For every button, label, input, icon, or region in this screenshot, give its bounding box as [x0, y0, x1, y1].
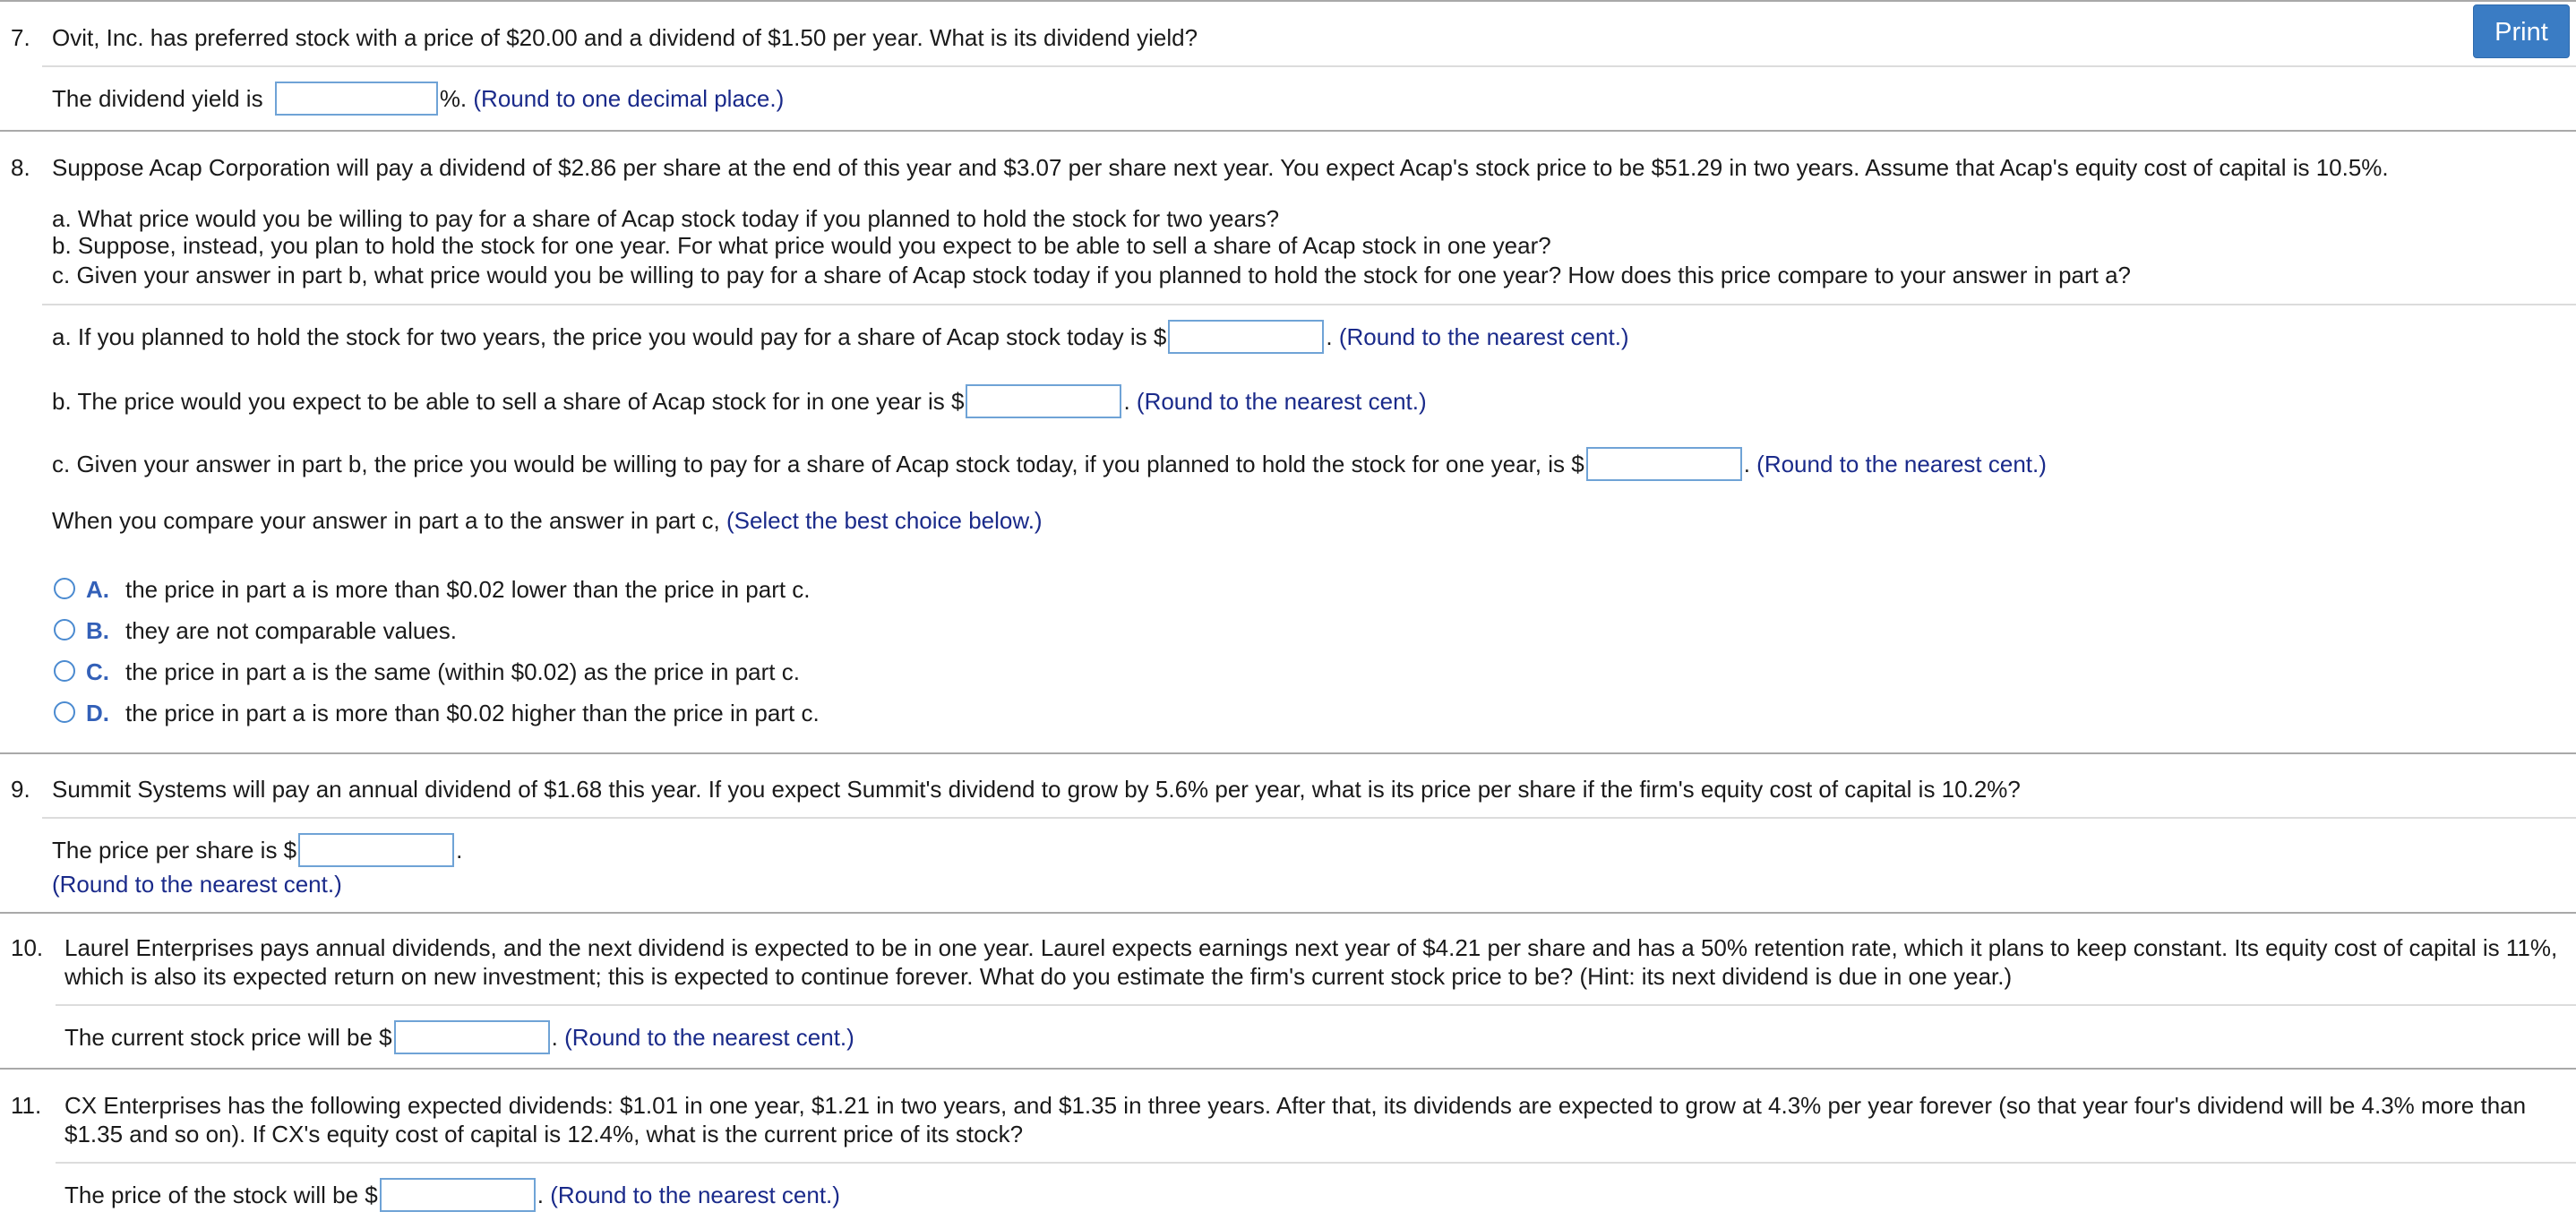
- q7-answer-prefix: The dividend yield is: [52, 84, 263, 112]
- q8-question: Suppose Acap Corporation will pay a dividend of $2.86 per share at the end of this year and $3.07 per share next year. You expect Acap's stock price to be $51.29 in two years. Assume that Acap's equity cost of capital is 10.5%.: [52, 154, 2389, 181]
- radio-button[interactable]: [54, 578, 75, 599]
- q8-answer-b-row: b. The price would you expect to be able to sell a share of Acap stock for in one year is $ . (Round to the nearest cent.): [52, 386, 1427, 420]
- q11-price-input[interactable]: [380, 1178, 536, 1212]
- q7-q8-divider: [0, 130, 2576, 132]
- q7-hint: (Round to one decimal place.): [473, 84, 785, 112]
- choice-letter: B.: [86, 617, 109, 644]
- choice-text: the price in part a is the same (within $0.02) as the price in part c.: [125, 658, 800, 685]
- q8-answer-c-row: c. Given your answer in part b, the price you would be willing to pay for a share of Acap stock today, if you planned to hold the stock for one year, is $ . (Round to the nearest cent.): [52, 449, 2047, 483]
- q11-question-line2: $1.35 and so on). If CX's equity cost of capital is 12.4%, what is the current price of its stock?: [64, 1121, 1024, 1147]
- q11-divider: [56, 1162, 2576, 1164]
- q8-divider: [42, 304, 2576, 305]
- q8-answer-a-row: a. If you planned to hold the stock for two years, the price you would pay for a share of Acap stock today is $ . (Round to the nearest cent.): [52, 322, 1629, 356]
- q8-choice-b[interactable]: [54, 617, 457, 644]
- q10-question-line2: which is also its expected return on new investment; this is expected to continue forever. What do you estimate the firm's current stock price to be? (Hint: its next dividend is due in one year.): [64, 963, 2013, 990]
- choice-letter: C.: [86, 658, 109, 685]
- q8-answer-b-prefix: b. The price would you expect to be able to sell a share of Acap stock for in one year is $: [52, 387, 965, 415]
- q8-answer-c-prefix: c. Given your answer in part b, the price you would be willing to pay for a share of Acap stock today, if you planned to hold the stock for one year, is $: [52, 450, 1584, 477]
- radio-button[interactable]: [54, 660, 75, 682]
- choice-text: the price in part a is more than $0.02 lower than the price in part c.: [125, 576, 811, 603]
- q9-question: Summit Systems will pay an annual dividend of $1.68 this year. If you expect Summit's dividend to grow by 5.6% per year, what is its price per share if the firm's equity cost of capital is 10.2%?: [52, 776, 2021, 803]
- q10-q11-divider: [0, 1068, 2576, 1070]
- q9-divider: [42, 817, 2576, 819]
- choice-text: they are not comparable values.: [125, 617, 457, 644]
- q8-part-a-input[interactable]: [1168, 320, 1324, 354]
- q10-hint: (Round to the nearest cent.): [564, 1023, 854, 1051]
- q7-divider: [42, 65, 2576, 67]
- radio-button[interactable]: [54, 619, 75, 640]
- q10-question-line1: Laurel Enterprises pays annual dividends, and the next dividend is expected to be in one year. Laurel expects earnings next year of $4.21 per share and has a 50% retention rate, which it plans to keep constant. Its equity cost of capital is 11%,: [64, 934, 2558, 961]
- top-divider: [0, 0, 2576, 2]
- q7-question: Ovit, Inc. has preferred stock with a price of $20.00 and a dividend of $1.50 per year. What is its dividend yield?: [52, 24, 1198, 51]
- q10-answer-prefix: The current stock price will be $: [64, 1023, 392, 1051]
- q8-part-c-input[interactable]: [1586, 447, 1742, 481]
- q8-answer-a-hint: (Round to the nearest cent.): [1338, 322, 1629, 350]
- q8-answer-b-hint: (Round to the nearest cent.): [1136, 387, 1427, 415]
- q8-compare-row: [52, 507, 1043, 534]
- radio-button[interactable]: [54, 701, 75, 723]
- q10-divider: [56, 1004, 2576, 1006]
- q10-price-input[interactable]: [394, 1020, 550, 1054]
- q8-compare-hint: (Select the best choice below.): [726, 507, 1043, 534]
- q8-choice-c[interactable]: [54, 658, 800, 685]
- q8-choice-a[interactable]: [54, 576, 811, 603]
- q9-answer-suffix: .: [456, 836, 463, 864]
- q7-answer-suffix: %.: [439, 84, 468, 112]
- q11-answer-row: [64, 1180, 840, 1214]
- q8-number: 8.: [11, 154, 30, 181]
- q8-answer-a-prefix: a. If you planned to hold the stock for two years, the price you would pay for a share of Acap stock today is $: [52, 322, 1167, 350]
- q7-answer-row: [52, 83, 784, 117]
- q8-choice-d[interactable]: [54, 700, 820, 726]
- q9-hint: (Round to the nearest cent.): [52, 871, 342, 898]
- q8-compare-text: When you compare your answer in part a to the answer in part c,: [52, 507, 720, 534]
- choice-text: the price in part a is more than $0.02 higher than the price in part c.: [125, 700, 820, 726]
- choice-letter: A.: [86, 576, 109, 603]
- q9-q10-divider: [0, 912, 2576, 914]
- q11-question-line1: CX Enterprises has the following expected dividends: $1.01 in one year, $1.21 in two years, and $1.35 in three years. After that, its dividends are expected to grow at 4.3% per year forever (so that year four's dividend will be 4.3% more than: [64, 1092, 2527, 1119]
- q8-part-a-question: a. What price would you be willing to pay for a share of Acap stock today if you planned to hold the stock for two years?: [52, 205, 1280, 232]
- choice-letter: D.: [86, 700, 109, 726]
- q7-number: 7.: [11, 24, 30, 51]
- q8-q9-divider: [0, 752, 2576, 754]
- q7-dividend-yield-input[interactable]: [275, 82, 438, 116]
- q10-number: 10.: [11, 934, 44, 961]
- q11-answer-suffix: .: [537, 1181, 544, 1208]
- q11-answer-prefix: The price of the stock will be $: [64, 1181, 378, 1208]
- q9-number: 9.: [11, 776, 30, 803]
- q8-answer-c-hint: (Round to the nearest cent.): [1756, 450, 2047, 477]
- q9-answer-row: [52, 835, 462, 869]
- q10-answer-suffix: .: [551, 1023, 558, 1051]
- q8-part-c-question: c. Given your answer in part b, what price would you be willing to pay for a share of Acap stock today if you planned to hold the stock for one year? How does this price compare to your answer in part a?: [52, 262, 2132, 288]
- q11-number: 11.: [11, 1092, 42, 1119]
- q9-price-input[interactable]: [298, 833, 454, 867]
- q10-answer-row: [64, 1022, 854, 1056]
- q8-part-b-input[interactable]: [966, 384, 1121, 418]
- q11-hint: (Round to the nearest cent.): [550, 1181, 840, 1208]
- q9-answer-prefix: The price per share is $: [52, 836, 297, 864]
- print-button[interactable]: Print: [2473, 4, 2570, 58]
- q8-part-b-question: b. Suppose, instead, you plan to hold the stock for one year. For what price would you expect to be able to sell a share of Acap stock in one year?: [52, 232, 1551, 259]
